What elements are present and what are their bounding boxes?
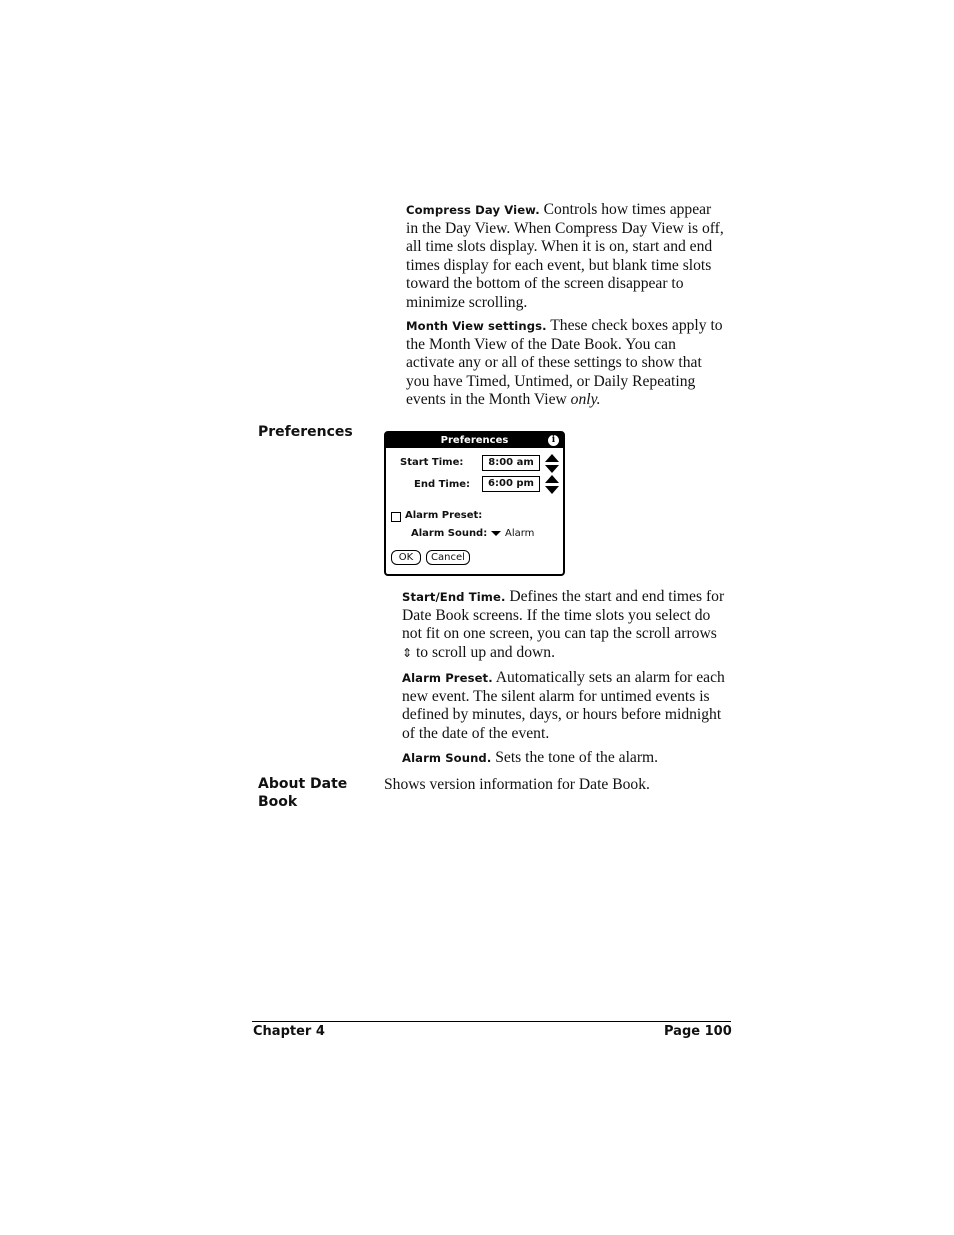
month-view-settings-term: Month View settings.	[406, 319, 547, 333]
alarm-preset-checkbox[interactable]	[391, 512, 401, 522]
info-icon[interactable]: i	[548, 435, 559, 446]
compress-day-view-term: Compress Day View.	[406, 203, 540, 217]
alarm-sound-text: Sets the tone of the alarm.	[491, 749, 659, 766]
about-date-book-heading: About Date Book	[258, 776, 348, 810]
month-view-settings-text: These check boxes apply to the Month View of the Date Book. You can activate any or all of these settings to show that you have Timed, Untimed, or Daily Repeating events in the Month View	[406, 317, 723, 409]
start-time-label: Start Time:	[400, 457, 464, 468]
compress-day-view-text: Controls how times appear in the Day View. When Compress Day View is off, all time slots display. When it is on, start and end times display for each event, but blank time slots toward the bottom of the screen disappear to minimize scrolling.	[406, 201, 724, 311]
start-time-field[interactable]: 8:00 am	[482, 455, 540, 471]
month-view-settings-paragraph	[406, 317, 726, 410]
preferences-dialog	[384, 431, 565, 576]
alarm-sound-paragraph	[402, 749, 726, 768]
compress-day-view-paragraph	[406, 201, 726, 313]
start-time-scroll-arrows-icon[interactable]	[545, 454, 559, 474]
start-end-time-term: Start/End Time.	[402, 590, 506, 604]
alarm-preset-label: Alarm Preset:	[405, 510, 483, 521]
preferences-heading: Preferences	[258, 424, 353, 440]
end-time-scroll-arrows-icon[interactable]	[545, 475, 559, 495]
dialog-title	[386, 433, 563, 448]
month-view-settings-italic: only.	[570, 391, 601, 409]
picker-triangle-icon	[491, 531, 501, 536]
alarm-preset-paragraph	[402, 669, 726, 743]
end-time-label: End Time:	[414, 479, 471, 490]
scroll-arrows-icon: ⇕	[402, 645, 413, 660]
alarm-sound-value: Alarm	[505, 528, 535, 539]
alarm-preset-text: Automatically sets an alarm for each new event. The silent alarm for untimed events is defined by minutes, days, or hours before midnight of the date of the event.	[402, 669, 725, 742]
end-time-field[interactable]: 6:00 pm	[482, 476, 540, 492]
start-end-time-paragraph	[402, 588, 726, 662]
footer-page-number: Page 100	[664, 1024, 732, 1039]
alarm-sound-term: Alarm Sound.	[402, 751, 492, 765]
ok-button[interactable]: OK	[391, 550, 421, 565]
about-date-book-text: Shows version information for Date Book.	[384, 776, 650, 793]
alarm-preset-term: Alarm Preset.	[402, 671, 493, 685]
footer-chapter: Chapter 4	[253, 1024, 325, 1039]
footer-rule	[252, 1021, 731, 1022]
start-end-time-text-2: to scroll up and down.	[412, 643, 555, 661]
start-end-time-text-1: Defines the start and end times for Date Book screens. If the time slots you select do not fit on one screen, you can tap the scroll arrows	[402, 588, 725, 643]
cancel-button[interactable]: Cancel	[426, 550, 470, 565]
alarm-sound-label: Alarm Sound:	[411, 528, 488, 539]
alarm-sound-picker[interactable]	[491, 528, 534, 539]
dialog-title-text: Preferences	[440, 435, 509, 446]
